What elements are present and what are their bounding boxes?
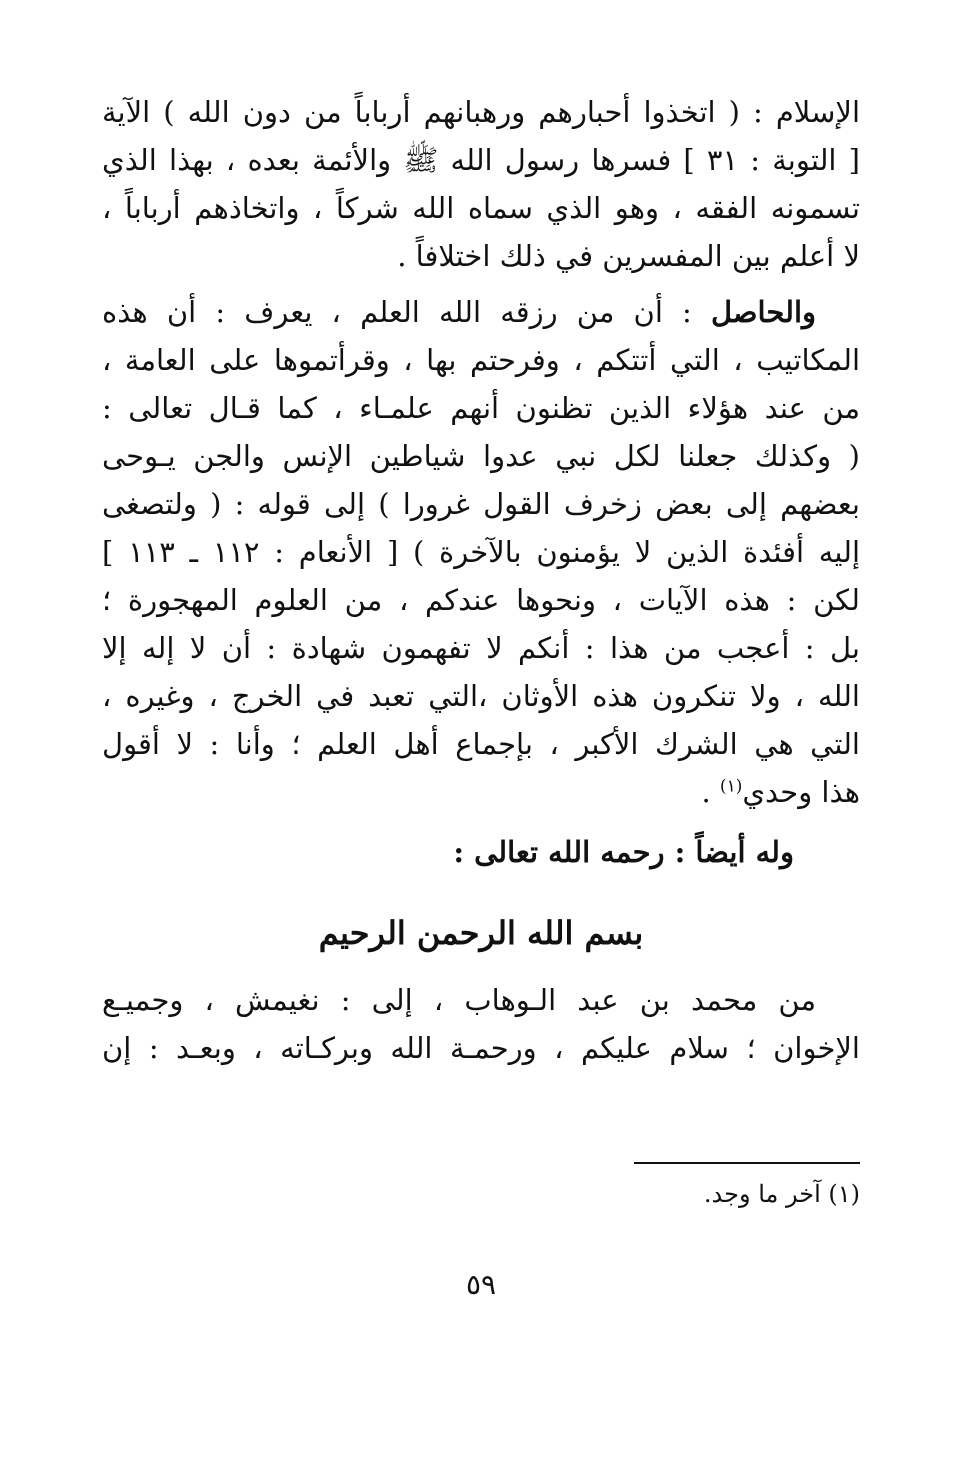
paragraph-1 [102, 88, 860, 280]
footnote-marker: (١) [719, 776, 743, 797]
last-line-text: هذا وحدي [742, 775, 860, 809]
text-line: الإخوان ؛ سلام عليكم ، ورحمـة الله وبركـاته ، وبعـد : إن [102, 1031, 860, 1065]
text-line: لا أعلم بين المفسرين في ذلك اختلافاً . [397, 239, 860, 273]
basmala-calligraphy: بسم الله الرحمن الرحيم [318, 914, 644, 952]
letter-paragraph [102, 976, 860, 1072]
text-line: تسمونه الفقه ، وهو الذي سماه الله شركاً ، واتخاذهم أرباباً ، [102, 191, 860, 225]
text-line: بعضهم إلى بعض زخرف القول غرورا ) إلى قوله : ( ولتصغى [102, 487, 860, 521]
text-line: لكن : هذه الآيات ، ونحوها عندكم ، من العلوم المهجورة ؛ [102, 583, 860, 617]
footnote-divider [634, 1162, 860, 1164]
text-line: الله ، ولا تنكرون هذه الأوثان ،التي تعبد في الخرج ، وغيره ، [102, 679, 860, 713]
section-heading: وله أيضاً : رحمه الله تعالى : [453, 835, 794, 869]
paragraph-lead-word: والحاصل [710, 295, 817, 329]
text-line: التي هي الشرك الأكبر ، بإجماع أهل العلم ؛ وأنا : لا أقول [102, 727, 860, 761]
page-body [102, 88, 860, 1072]
text-line: إليه أفئدة الذين لا يؤمنون بالآخرة ) [ الأنعام : ١١٢ ـ ١١٣ ] [102, 535, 860, 569]
last-line-end: . [701, 775, 720, 809]
text-line [102, 288, 860, 336]
page-number: ٥٩ [465, 1268, 497, 1301]
text-line [102, 768, 860, 816]
text-line: [ التوبة : ٣١ ] فسرها رسول الله ﷺ والأئمة بعده ، بهذا الذي [102, 143, 860, 177]
footnote: (١) آخر ما وجد. [703, 1180, 860, 1208]
paragraph-lead-rest: : أن من رزقه الله العلم ، يعرف : أن هذه [102, 295, 692, 329]
text-line: المكاتيب ، التي أتتكم ، وفرحتم بها ، وقرأتموها على العامة ، [102, 343, 860, 377]
text-line: من عند هؤلاء الذين تظنون أنهم علمـاء ، كما قـال تعالى : [102, 391, 860, 425]
text-line: الإسلام : ( اتخذوا أحبارهم ورهبانهم أرباباً من دون الله ) الآية [102, 95, 860, 129]
text-line: ( وكذلك جعلنا لكل نبي عدوا شياطين الإنس والجن يـوحى [102, 439, 860, 473]
text-line: من محمد بن عبد الـوهاب ، إلى : نغيمش ، وجميـع [102, 983, 816, 1017]
paragraph-2 [102, 288, 860, 816]
text-line: بل : أعجب من هذا : أنكم لا تفهمون شهادة : أن لا إله إلا [102, 631, 860, 665]
